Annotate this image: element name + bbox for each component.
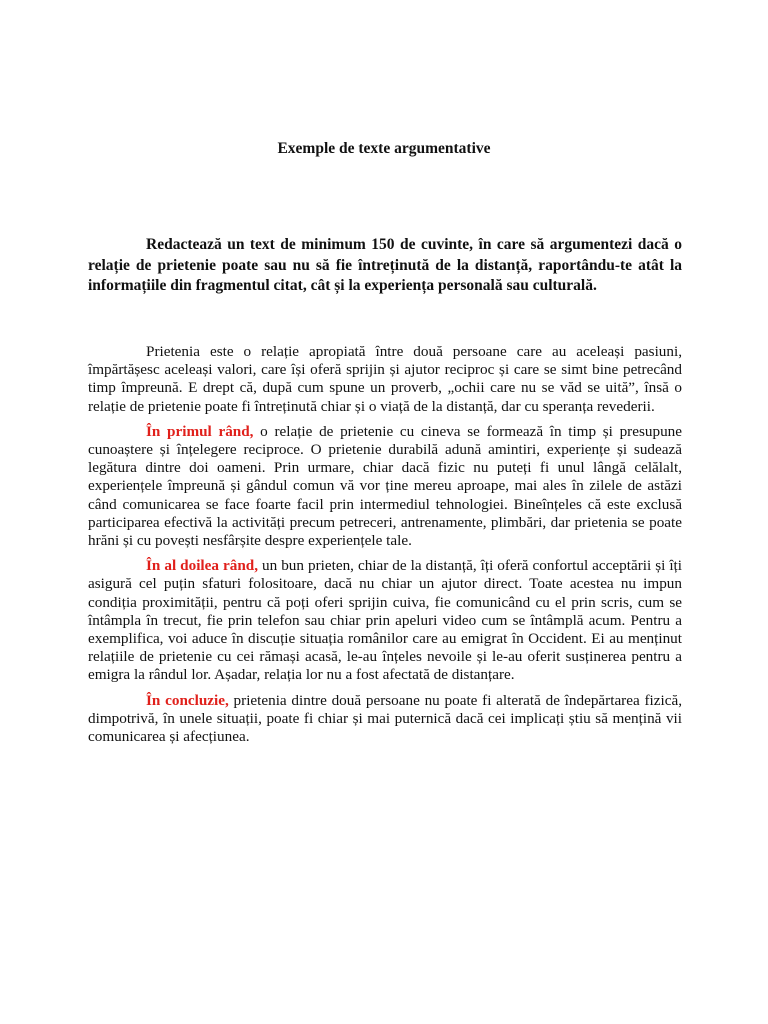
assignment-prompt: Redactează un text de minimum 150 de cuvinte, în care să argumentezi dacă o relație de prietenie poate sau nu să fie întreținută de la distanță, raportându-te atât la informațiile din fragmentul citat, cât și la experiența personală sau culturală.	[88, 236, 682, 294]
paragraph-conclusion	[88, 692, 682, 747]
paragraph-lead: În primul rând,	[146, 422, 254, 440]
essay-body	[88, 343, 682, 753]
paragraph-first-argument	[88, 423, 682, 550]
paragraph-text: prietenia dintre două persoane nu poate fi alterată de îndepărtarea fizică, dimpotrivă, în unele situații, poate fi chiar și mai puternică dacă cei implicați știu să mențină vii comunicarea și afecțiunea.	[88, 691, 682, 746]
paragraph-text: o relație de prietenie cu cineva se formează în timp și presupune cunoaștere și înțelegere reciproce. O prietenie durabilă adună amintiri, experiențe și sudează legătura dintre doi oameni. Prin urmare, chiar dacă fizic nu puteți fi unul lângă celălalt, experiențele împreună și gândul comun vă vor ține mereu aproape, mai ales în zilele de astăzi când comunicarea se face foarte facil prin intermediul tehnologiei. Bineînțeles că este exclusă participarea efectivă la activități precum petreceri, antrenamente, plimbări, dar prietenia se poate hrăni și cu povești nesfârșite despre experiențele tale.	[88, 422, 682, 550]
paragraph-intro	[88, 343, 682, 416]
document-title: Exemple de texte argumentative	[277, 140, 491, 157]
paragraph-text: un bun prieten, chiar de la distanță, îți oferă confortul acceptării și îți asigură cel puțin sfaturi folositoare, dacă nu chiar un ajutor direct. Toate acestea nu impun condiția proximității, pentru că poți oferi sprijin cuiva, fie comunicând cu el prin scris, cum se întâmpla în trecut, fie prin telefon sau chiar prin apeluri video cum se întâmplă acum. Pentru a exemplifica, voi aduce în discuție situația românilor care au emigrat în Occident. Ei au menținut relațiile de prietenie cu cei rămași acasă, le-au înțeles nevoile și le-au oferit susținerea pentru a emigra la rândul lor. Așadar, relația lor nu a fost afectată de distanțare.	[88, 557, 682, 684]
paragraph-lead: În al doilea rând,	[146, 557, 259, 575]
paragraph-second-argument	[88, 557, 682, 684]
paragraph-lead: În concluzie,	[146, 691, 229, 709]
paragraph-text: Prietenia este o relație apropiată între două persoane care au aceleași pasiuni, împărtășesc aceleași valori, care își oferă sprijin și ajutor reciproc și care se simt bine petrecând timp împreună. E drept că, după cum spune un proverb, „ochii care nu se văd se uită”, însă o relație de prietenie poate fi întreținută chiar și o viață de la distanță, dar cu speranța revederii.	[88, 343, 682, 415]
